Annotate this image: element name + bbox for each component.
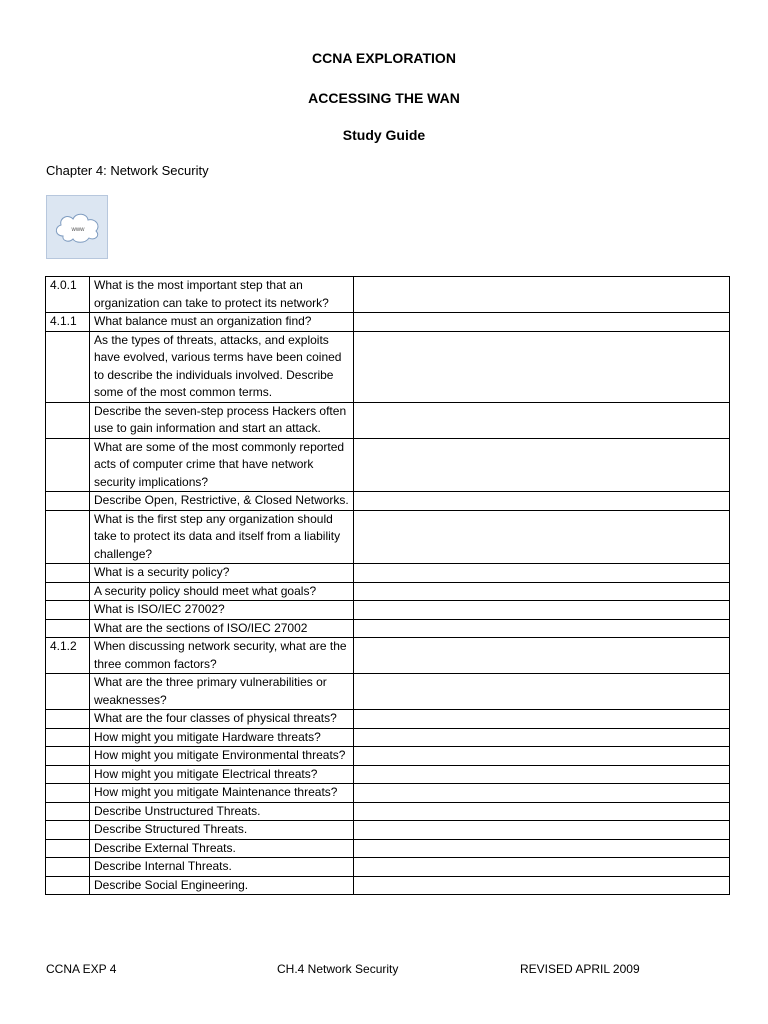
table-row (46, 674, 730, 710)
section-number (46, 492, 90, 511)
table-row (46, 277, 730, 313)
section-number (46, 601, 90, 620)
table-row (46, 821, 730, 840)
table-row (46, 582, 730, 601)
table-row (46, 802, 730, 821)
answer-cell[interactable] (354, 858, 730, 877)
answer-cell[interactable] (354, 492, 730, 511)
question-text: Describe External Threats. (90, 839, 354, 858)
answer-cell[interactable] (354, 510, 730, 564)
doc-subtitle: ACCESSING THE WAN (308, 90, 460, 106)
section-number: 4.1.1 (46, 313, 90, 332)
footer-left: CCNA EXP 4 (46, 962, 117, 976)
footer-center: CH.4 Network Security (277, 962, 399, 976)
section-number (46, 619, 90, 638)
section-number: 4.1.2 (46, 638, 90, 674)
doc-title: CCNA EXPLORATION (312, 50, 456, 66)
question-text: How might you mitigate Maintenance threats? (90, 784, 354, 803)
cloud-icon (51, 206, 105, 248)
table-row (46, 313, 730, 332)
section-number (46, 564, 90, 583)
section-number: 4.0.1 (46, 277, 90, 313)
section-number (46, 582, 90, 601)
table-row (46, 839, 730, 858)
section-number (46, 331, 90, 402)
answer-cell[interactable] (354, 821, 730, 840)
footer-right: REVISED APRIL 2009 (520, 962, 640, 976)
question-text: What is the most important step that an organization can take to protect its network? (90, 277, 354, 313)
answer-cell[interactable] (354, 784, 730, 803)
table-row (46, 876, 730, 895)
table-row (46, 564, 730, 583)
answer-cell[interactable] (354, 313, 730, 332)
question-text: Describe Unstructured Threats. (90, 802, 354, 821)
question-text: What is the first step any organization should take to protect its data and itself from a liability challenge? (90, 510, 354, 564)
table-row (46, 710, 730, 729)
question-text: A security policy should meet what goals? (90, 582, 354, 601)
section-number (46, 438, 90, 492)
question-text: Describe Internal Threats. (90, 858, 354, 877)
section-number (46, 674, 90, 710)
table-row (46, 858, 730, 877)
section-number (46, 839, 90, 858)
table-row (46, 402, 730, 438)
section-number (46, 402, 90, 438)
table-row (46, 601, 730, 620)
answer-cell[interactable] (354, 564, 730, 583)
answer-cell[interactable] (354, 710, 730, 729)
section-number (46, 858, 90, 877)
answer-cell[interactable] (354, 331, 730, 402)
question-text: What are the four classes of physical threats? (90, 710, 354, 729)
chapter-heading: Chapter 4: Network Security (46, 163, 209, 178)
doc-guide-label: Study Guide (342, 127, 426, 143)
section-number (46, 510, 90, 564)
section-number (46, 747, 90, 766)
section-number (46, 728, 90, 747)
section-number (46, 802, 90, 821)
answer-cell[interactable] (354, 765, 730, 784)
question-text: What balance must an organization find? (90, 313, 354, 332)
table-row (46, 492, 730, 511)
answer-cell[interactable] (354, 277, 730, 313)
table-row (46, 765, 730, 784)
study-guide-table (45, 276, 730, 895)
question-text: What are the three primary vulnerabilities or weaknesses? (90, 674, 354, 710)
cloud-image (46, 195, 108, 259)
question-text: How might you mitigate Environmental threats? (90, 747, 354, 766)
question-text: Describe the seven-step process Hackers often use to gain information and start an attack. (90, 402, 354, 438)
section-number (46, 710, 90, 729)
question-text: As the types of threats, attacks, and exploits have evolved, various terms have been coined to describe the individuals involved. Describe some of the most common terms. (90, 331, 354, 402)
answer-cell[interactable] (354, 582, 730, 601)
answer-cell[interactable] (354, 674, 730, 710)
answer-cell[interactable] (354, 601, 730, 620)
section-number (46, 876, 90, 895)
section-number (46, 765, 90, 784)
answer-cell[interactable] (354, 728, 730, 747)
section-number (46, 821, 90, 840)
table-row (46, 747, 730, 766)
answer-cell[interactable] (354, 876, 730, 895)
question-text: What are some of the most commonly reported acts of computer crime that have network security implications? (90, 438, 354, 492)
question-text: What is a security policy? (90, 564, 354, 583)
section-number (46, 784, 90, 803)
question-text: What is ISO/IEC 27002? (90, 601, 354, 620)
question-text: Describe Open, Restrictive, & Closed Networks. (90, 492, 354, 511)
question-text: Describe Structured Threats. (90, 821, 354, 840)
answer-cell[interactable] (354, 402, 730, 438)
table-row (46, 438, 730, 492)
answer-cell[interactable] (354, 839, 730, 858)
answer-cell[interactable] (354, 638, 730, 674)
table-row (46, 784, 730, 803)
answer-cell[interactable] (354, 619, 730, 638)
cloud-label: www (71, 227, 85, 233)
question-text: How might you mitigate Electrical threats? (90, 765, 354, 784)
question-text: Describe Social Engineering. (90, 876, 354, 895)
answer-cell[interactable] (354, 438, 730, 492)
question-text: How might you mitigate Hardware threats? (90, 728, 354, 747)
answer-cell[interactable] (354, 802, 730, 821)
table-row (46, 619, 730, 638)
table-row (46, 728, 730, 747)
table-row (46, 331, 730, 402)
table-row (46, 638, 730, 674)
question-text: When discussing network security, what are the three common factors? (90, 638, 354, 674)
question-text: What are the sections of ISO/IEC 27002 (90, 619, 354, 638)
table-row (46, 510, 730, 564)
answer-cell[interactable] (354, 747, 730, 766)
